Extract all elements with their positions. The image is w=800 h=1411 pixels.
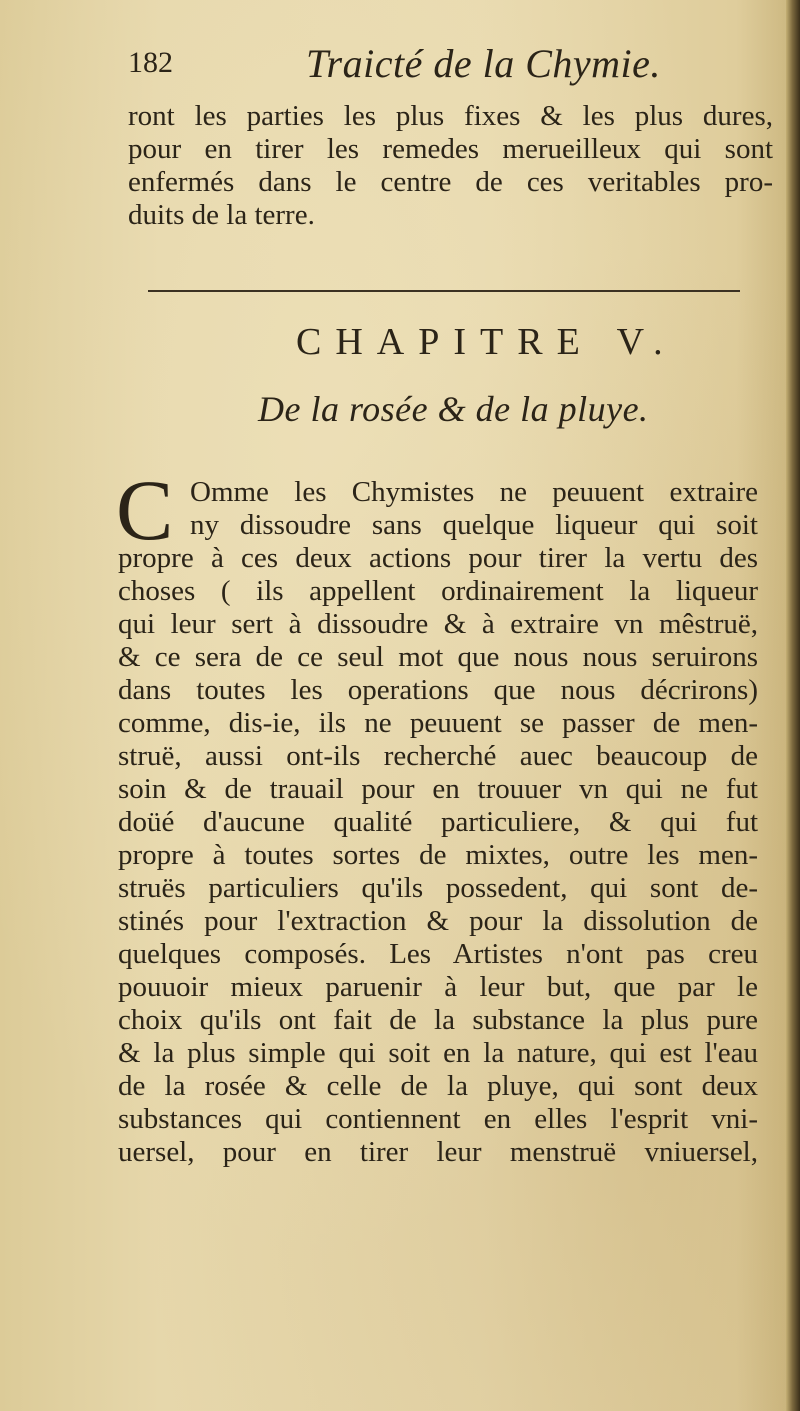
text-line: soin & de trauail pour en trouuer vn qui ne fut: [118, 773, 758, 805]
text-line: stinés pour l'extraction & pour la dissolution de: [118, 905, 758, 937]
text-line: doüé d'aucune qualité particuliere, & qui fut: [118, 806, 758, 838]
chapter-heading: CHAPITRE V.: [296, 321, 677, 363]
running-title: Traicté de la Chymie.: [306, 41, 661, 86]
text-line: uersel, pour en tirer leur menstruë vniuersel,: [118, 1136, 758, 1168]
text-line: propre à toutes sortes de mixtes, outre les men-: [118, 839, 758, 871]
text-line: Omme les Chymistes ne peuuent extraire: [190, 476, 758, 508]
page-edge: [786, 0, 800, 1411]
text-line: pour en tirer les remedes merueilleux qui sont: [128, 133, 773, 165]
text-line: propre à ces deux actions pour tirer la vertu des: [118, 542, 758, 574]
text-line: duits de la terre.: [128, 199, 315, 231]
text-line: quelques composés. Les Artistes n'ont pas creu: [118, 938, 758, 970]
running-head: [128, 40, 688, 90]
drop-cap: C: [116, 462, 174, 558]
text-line: & la plus simple qui soit en la nature, qui est l'eau: [118, 1037, 758, 1069]
page-number: 182: [128, 46, 173, 79]
text-line: choses ( ils appellent ordinairement la liqueur: [118, 575, 758, 607]
text-line: choix qu'ils ont fait de la substance la plus pure: [118, 1004, 758, 1036]
text-line: dans toutes les operations que nous décrirons): [118, 674, 758, 706]
text-line: struë, aussi ont-ils recherché auec beaucoup de: [118, 740, 758, 772]
text-line: pouuoir mieux paruenir à leur but, que par le: [118, 971, 758, 1003]
text-line: struës particuliers qu'ils possedent, qui sont de-: [118, 872, 758, 904]
text-line: de la rosée & celle de la pluye, qui sont deux: [118, 1070, 758, 1102]
text-line: & ce sera de ce seul mot que nous nous seruirons: [118, 641, 758, 673]
text-line: ny dissoudre sans quelque liqueur qui soit: [190, 509, 758, 541]
chapter-body: [118, 476, 758, 1169]
text-line: ront les parties les plus fixes & les plus dures,: [128, 100, 773, 132]
section-rule: [148, 290, 740, 292]
continuation-paragraph: [128, 100, 773, 232]
chapter-subtitle: De la rosée & de la pluye.: [258, 389, 649, 429]
text-line: qui leur sert à dissoudre & à extraire vn mêstruë,: [118, 608, 758, 640]
text-line: enfermés dans le centre de ces veritables pro-: [128, 166, 773, 198]
text-line: comme, dis-ie, ils ne peuuent se passer de men-: [118, 707, 758, 739]
text-line: substances qui contiennent en elles l'esprit vni-: [118, 1103, 758, 1135]
